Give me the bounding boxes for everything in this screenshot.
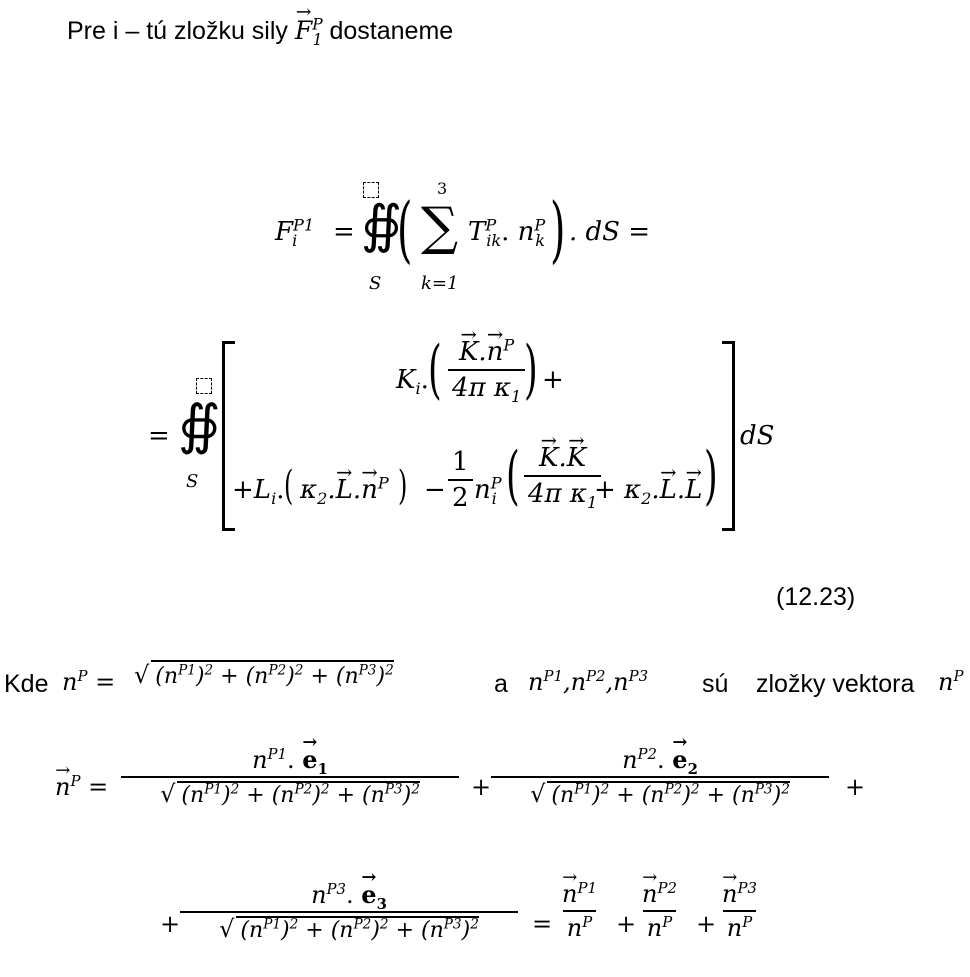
intro-text: Pre i – tú zložku sily <box>67 17 288 45</box>
equation-number: (12.23) <box>776 583 856 611</box>
fraction-1: → $\frac{K.\to n^P}{4\pi \kappa_1}$ <box>448 337 525 403</box>
kde-line: Kde $n^P$ = √ $(n^{P1})^2 + (n^{P2})^2 + (n^{P3})^2$ a $n^{P1},n^{P2},n^{P3}$ sú zložky vektora $n^P$ <box>4 661 964 698</box>
equation-3-row-1: → $n^P$ = $\frac{n^{P1}. \to e_1}{√ (n^{P1})^2 + (n^{P2})^2 + (n^{P3})^2}$ + $\frac{n^{P2}. \to e_2}{√ (n^{P1})^2 + (n^{P2})^2 + (n^{P3})^2}$ + <box>55 745 935 845</box>
equation-2: = ∯ S $K_i$. ( → $\frac{K.\to n^P}{4\pi \kappa_1}$ ) + $+L_i$. ( $\kappa_2.\to L.\to n^P$ ) − $\frac{1}{2}$ $n^P_i$ ( → $\frac{K.\to K}{4\pi \kappa_1}$ + $\kappa_2.\to L.\to L$ ) dS <box>148 335 788 535</box>
equation-1: $F^{P1}_i$ = ∯ S ( 3 ∑ k=1 $T^P_{ik}$. $n^P_k$ ) . dS = <box>275 179 651 294</box>
force-symbol: → $F^P_1$ <box>295 16 323 45</box>
fraction-2: → $\frac{K.\to K}{4\pi \kappa_1}$ <box>524 443 601 509</box>
equation-3-row-2: + $\frac{n^{P3}. \to e_3}{√ (n^{P1})^2 + (n^{P2})^2 + (n^{P3})^2}$ = → $\frac{n^{P1}}{n^P}$ + → $\frac{n^{P2}}{n^P}$ + → $\frac{n^{P3}}{n^P}$ <box>160 880 920 977</box>
intro-end: dostaneme <box>329 17 454 45</box>
placeholder-box-icon <box>196 378 212 394</box>
half-fraction: $\frac{1}{2}$ <box>448 447 473 513</box>
intro-line <box>67 15 454 49</box>
surface-integral-icon: ∯ <box>178 393 221 456</box>
surface-integral-icon: ∯ <box>361 195 403 255</box>
sum-icon: ∑ <box>421 197 459 257</box>
